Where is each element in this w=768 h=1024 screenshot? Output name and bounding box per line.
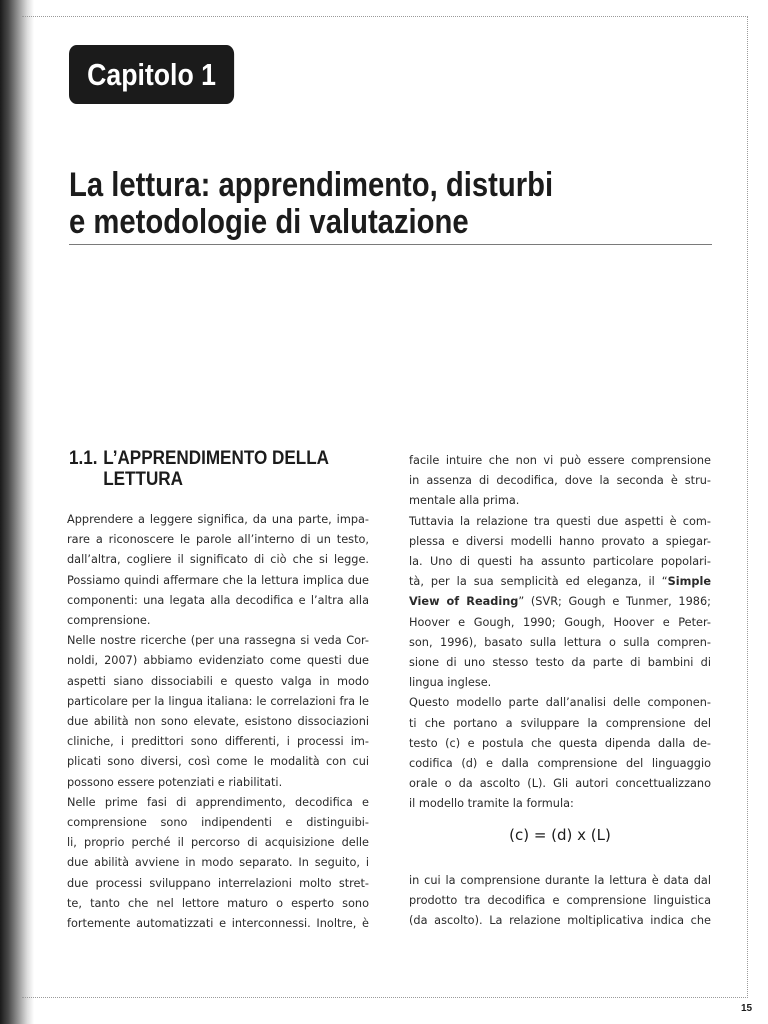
text-line: rare a riconoscere le parole all’interno di un testo, — [67, 533, 369, 547]
text-line: sione di uno stesso testo da parte di bambini di — [409, 656, 711, 670]
text-line: Questo modello parte dall’analisi delle componen- — [409, 696, 711, 710]
emphasis-text: Simple — [667, 575, 711, 589]
chapter-label: Capitolo 1 — [69, 45, 234, 104]
text-line: Apprendere a leggere significa, da una parte, impa- — [67, 513, 369, 526]
section-title-line: LETTURA — [103, 469, 183, 490]
text-line: dall’altra, cogliere il significato di ciò che si legge. — [67, 553, 369, 567]
text-line: son, 1996), basato sulla lettura o sulla compren- — [409, 635, 711, 649]
text-line: particolare per la lingua italiana: le correlazioni fra le — [67, 694, 369, 708]
text-line: comprensione. — [67, 614, 151, 628]
text-line: facile intuire che non vi può essere comprensione — [409, 454, 711, 467]
text-line: prodotto tra decodifica e comprensione linguistica — [409, 894, 711, 908]
text-line: due processi sviluppano interrelazioni molto stret- — [67, 876, 369, 890]
right-text-column — [409, 451, 711, 815]
text-line: comprensione sono indipendenti e distinguibi- — [67, 816, 369, 830]
text-line: View of Reading” (SVR; Gough e Tunmer, 1986; — [409, 595, 711, 609]
text-line: orale o da ascolto (L). Gli autori concettualizzano — [409, 777, 711, 791]
text-line: componenti: una legata alla decodifica e l’altra alla — [67, 593, 369, 607]
text-line: in cui la comprensione durante la lettura è data dal — [409, 874, 711, 887]
text-line: plessa e diversi modelli hanno provato a spiegar- — [409, 534, 711, 548]
formula: (c) = (d) x (L) — [509, 826, 611, 844]
text-line: codifica (d) e dalla comprensione del linguaggio — [409, 757, 711, 771]
chapter-title — [69, 167, 688, 241]
section-heading — [69, 448, 375, 490]
text-line: Possiamo quindi affermare che la lettura implica due — [67, 573, 369, 587]
text-line: fortemente automatizzati e interconnessi. Inoltre, è — [67, 917, 369, 931]
text-line: Tuttavia la relazione tra questi due aspetti è com- — [409, 514, 711, 528]
section-number: 1.1. — [69, 448, 98, 469]
right-text-column-continued — [409, 871, 711, 932]
title-divider — [69, 244, 712, 245]
text-line: cliniche, i predittori sono differenti, i processi im- — [67, 735, 369, 749]
text-line: ti che portano a sviluppare la comprensione del — [409, 716, 711, 730]
text-line: due abilità avviene in modo separato. In seguito, i — [67, 856, 369, 870]
emphasis-text: View of Reading — [409, 595, 519, 609]
text-line: lingua inglese. — [409, 676, 492, 690]
text-line: li, proprio perché il percorso di acquisizione delle — [67, 836, 369, 850]
left-text-column — [67, 510, 369, 934]
text-line: testo (c) e postula che questa dipenda dalla de- — [409, 736, 711, 750]
text-line: noldi, 2007) abbiamo evidenziato come questi due — [67, 654, 369, 668]
text-line: te, tanto che nel lettore maturo o esperto sono — [67, 896, 369, 910]
chapter-title-line: La lettura: apprendimento, disturbi — [69, 166, 554, 204]
text-line: plicati sono diversi, così come le modalità con cui — [67, 755, 369, 769]
text-line: possono essere potenziati e riabilitati. — [67, 775, 283, 789]
text-line: tà, per la sua semplicità ed eleganza, il “Simple — [409, 575, 711, 589]
text-line: la. Uno di questi ha assunto particolare popolari- — [409, 555, 711, 569]
text-line: (da ascolto). La relazione moltiplicativa indica che — [409, 914, 711, 928]
text-line: mentale alla prima. — [409, 494, 520, 508]
text-line: Nelle nostre ricerche (per una rassegna si veda Cor- — [67, 634, 369, 648]
text-line: Hoover e Gough, 1990; Gough, Hoover e Peter- — [409, 615, 711, 629]
text-line: in assenza di decodifica, dove la seconda è stru- — [409, 474, 711, 488]
text-line: il modello tramite la formula: — [409, 797, 574, 811]
text-line: aspetti siano dissociabili e questo valga in modo — [67, 674, 369, 688]
text-line: Nelle prime fasi di apprendimento, decodifica e — [67, 795, 369, 809]
page-number: 15 — [741, 1003, 753, 1014]
text-line: due abilità non sono elevate, esistono dissociazioni — [67, 715, 369, 729]
section-title-line: L’APPRENDIMENTO DELLA — [103, 448, 330, 469]
chapter-title-line: e metodologie di valutazione — [69, 203, 469, 241]
